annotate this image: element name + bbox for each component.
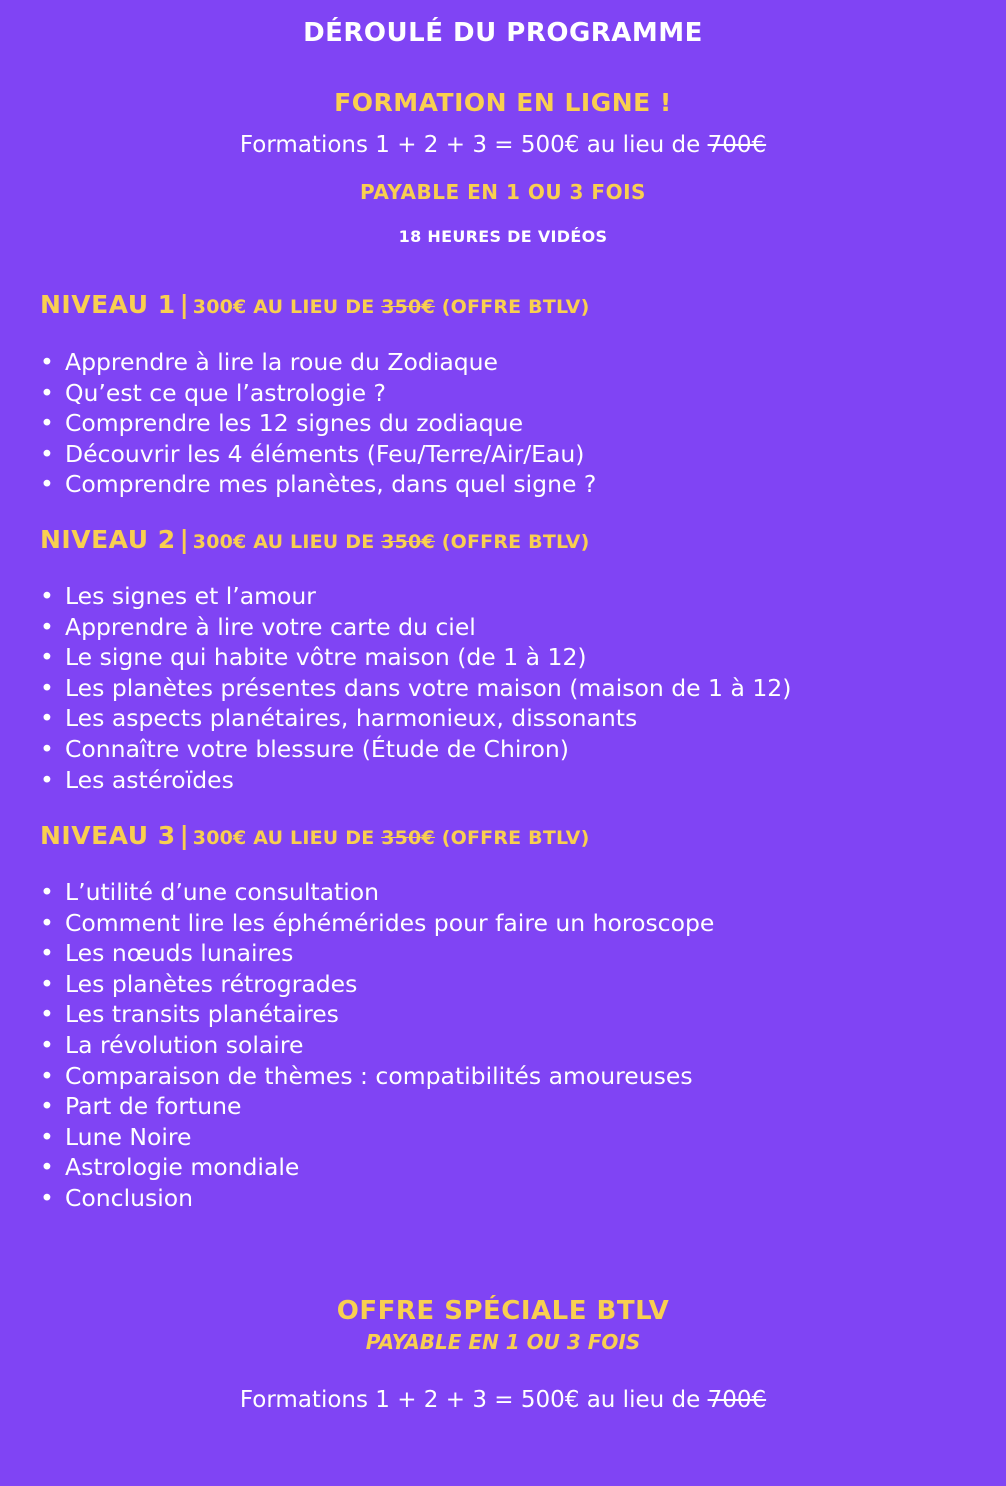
level-1-heading: [40, 290, 589, 319]
video-hours: 18 HEURES DE VIDÉOS: [398, 227, 608, 246]
level-3-price: 300€ AU LIEU DE 350€ (OFFRE BTLV): [192, 827, 590, 849]
level-1-old-price: 350€: [381, 296, 435, 318]
special-offer-old-price: 700€: [707, 1387, 767, 1413]
special-offer-payment: PAYABLE EN 1 OU 3 FOIS: [365, 1330, 641, 1354]
level-2-price: 300€ AU LIEU DE 350€ (OFFRE BTLV): [192, 531, 590, 553]
level-1-separator: |: [179, 290, 189, 319]
list-item: • Les planètes présentes dans votre maison (maison de 1 à 12): [40, 673, 791, 704]
bundle-old-price: 700€: [707, 132, 767, 158]
level-3-list: [40, 877, 714, 1214]
bundle-price: [0, 132, 1006, 158]
level-1-name: NIVEAU 1: [40, 290, 176, 319]
list-item: • Apprendre à lire votre carte du ciel: [40, 612, 791, 643]
list-item: • Comprendre mes planètes, dans quel signe ?: [40, 469, 596, 500]
level-2-heading: [40, 525, 589, 554]
level-2-separator: |: [179, 525, 189, 554]
bundle-price-text: Formations 1 + 2 + 3 = 500€ au lieu de: [239, 132, 708, 158]
formation-heading: FORMATION EN LIGNE !: [334, 88, 672, 117]
level-3-name: NIVEAU 3: [40, 821, 176, 850]
special-offer-price-text: Formations 1 + 2 + 3 = 500€ au lieu de: [239, 1387, 708, 1413]
list-item: • Le signe qui habite vôtre maison (de 1 à 12): [40, 642, 791, 673]
list-item: • Les astéroïdes: [40, 765, 791, 796]
list-item: • Les planètes rétrogrades: [40, 969, 714, 1000]
level-1-price: 300€ AU LIEU DE 350€ (OFFRE BTLV): [192, 296, 590, 318]
special-offer-title: OFFRE SPÉCIALE BTLV: [336, 1296, 670, 1326]
level-2-old-price: 350€: [381, 531, 435, 553]
special-offer-price: [0, 1387, 1006, 1413]
payment-terms: PAYABLE EN 1 OU 3 FOIS: [360, 180, 646, 204]
list-item: • La révolution solaire: [40, 1030, 714, 1061]
level-2-name: NIVEAU 2: [40, 525, 176, 554]
level-2-list: [40, 581, 791, 795]
list-item: • Connaître votre blessure (Étude de Chiron): [40, 734, 791, 765]
list-item: • L’utilité d’une consultation: [40, 877, 714, 908]
list-item: • Les transits planétaires: [40, 999, 714, 1030]
level-3-separator: |: [179, 821, 189, 850]
list-item: • Lune Noire: [40, 1122, 714, 1153]
list-item: • Part de fortune: [40, 1091, 714, 1122]
list-item: • Apprendre à lire la roue du Zodiaque: [40, 347, 596, 378]
list-item: • Les aspects planétaires, harmonieux, dissonants: [40, 703, 791, 734]
list-item: • Les signes et l’amour: [40, 581, 791, 612]
list-item: • Astrologie mondiale: [40, 1152, 714, 1183]
level-1-list: [40, 347, 596, 500]
list-item: • Les nœuds lunaires: [40, 938, 714, 969]
list-item: • Comment lire les éphémérides pour faire un horoscope: [40, 908, 714, 939]
level-3-old-price: 350€: [381, 827, 435, 849]
list-item: • Découvrir les 4 éléments (Feu/Terre/Air/Eau): [40, 439, 596, 470]
list-item: • Conclusion: [40, 1183, 714, 1214]
list-item: • Comparaison de thèmes : compatibilités amoureuses: [40, 1061, 714, 1092]
list-item: • Comprendre les 12 signes du zodiaque: [40, 408, 596, 439]
list-item: • Qu’est ce que l’astrologie ?: [40, 378, 596, 409]
level-3-heading: [40, 821, 589, 850]
page-title: DÉROULÉ DU PROGRAMME: [303, 18, 703, 48]
